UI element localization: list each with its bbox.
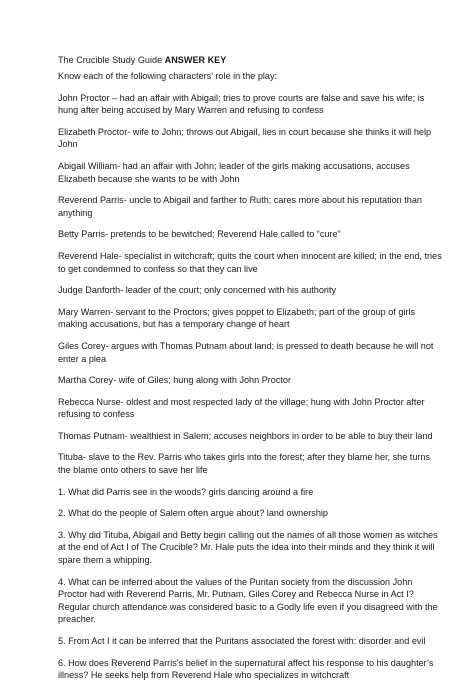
character-john-proctor: John Proctor – had an affair with Abigail; tries to prove courts are false and save his wife; is hung after being accused by Mary Warren and refusing to confess [58, 92, 425, 116]
title-answer-key: ANSWER KEY [164, 55, 227, 65]
character-abigail-williams: Abigail William- had an affair with John; leader of the girls making accusations, accuses Elizabeth because she wants to be with John [58, 160, 410, 184]
character-martha-corey: Martha Corey- wife of Giles; hung along with John Proctor [58, 375, 292, 386]
character-elizabeth-proctor: Elizabeth Proctor- wife to John; throws out Abigail, lies in court because she thinks it will help John [58, 126, 432, 150]
character-judge-danforth: Judge Danforth- leader of the court; only concerned with his authority [58, 285, 337, 296]
intro-paragraph: Know each of the following characters’ role in the play: [58, 71, 278, 81]
question-6: 6. How does Reverend Parris’s belief in the supernatural affect his response to his daughter’s illness? He seeks help from Reverend Hale who specializes in witchcraft [58, 657, 434, 681]
character-giles-corey: Giles Corey- argues with Thomas Putnam about land; is pressed to death because he will not enter a plea [58, 340, 434, 364]
character-betty-parris: Betty Parris- pretends to be bewitched; Reverend Hale called to “cure” [58, 229, 341, 240]
question-3: 3. Why did Tituba, Abigail and Betty begin calling out the names of all those women as witches at the end of Act I of The Crucible? Mr. Hale puts the idea into their minds and they think it will spare them a whipping. [58, 529, 438, 566]
character-thomas-putnam: Thomas Putnam- wealthiest in Salem; accuses neighbors in order to be able to buy their land [58, 430, 433, 441]
question-5: 5. From Act I it can be inferred that the Puritans associated the forest with: disorder and evil [58, 636, 426, 646]
character-mary-warren: Mary Warren- servant to the Proctors; gives poppet to Elizabeth; part of the group of girls making accusations, but has a temporary change of heart [58, 306, 416, 330]
question-2: 2. What do the people of Salem often argue about? land ownership [58, 508, 328, 519]
character-tituba: Tituba- slave to the Rev. Parris who takes girls into the forest; after they blame her, she turns the blame onto others to save her life [58, 452, 431, 476]
document-title [58, 54, 444, 66]
character-reverend-parris: Reverend Parris- uncle to Abigail and farther to Ruth; cares more about his reputation than anything [58, 195, 422, 218]
question-1: 1. What did Parris see in the woods? girls dancing around a fire [58, 486, 314, 497]
character-reverend-hale: Reverend Hale- specialist in witchcraft; quits the court when innocent are killed; in the end, tries to get condemned to confess so that they can live [58, 250, 442, 274]
question-4: 4. What can be inferred about the values of the Puritan society from the discussion John Proctor had with Reverend Parris, Mr. Putnam, Giles Corey and Rebecca Nurse in Act I? Regular church attendance was considered basic to a Godly life even if you disagreed with the preacher. [58, 576, 438, 625]
character-rebecca-nurse: Rebecca Nurse- oldest and most respected lady of the village; hung with John Proctor after refusing to confess [58, 396, 425, 420]
title-prefix: The Crucible Study Guide [58, 55, 165, 65]
